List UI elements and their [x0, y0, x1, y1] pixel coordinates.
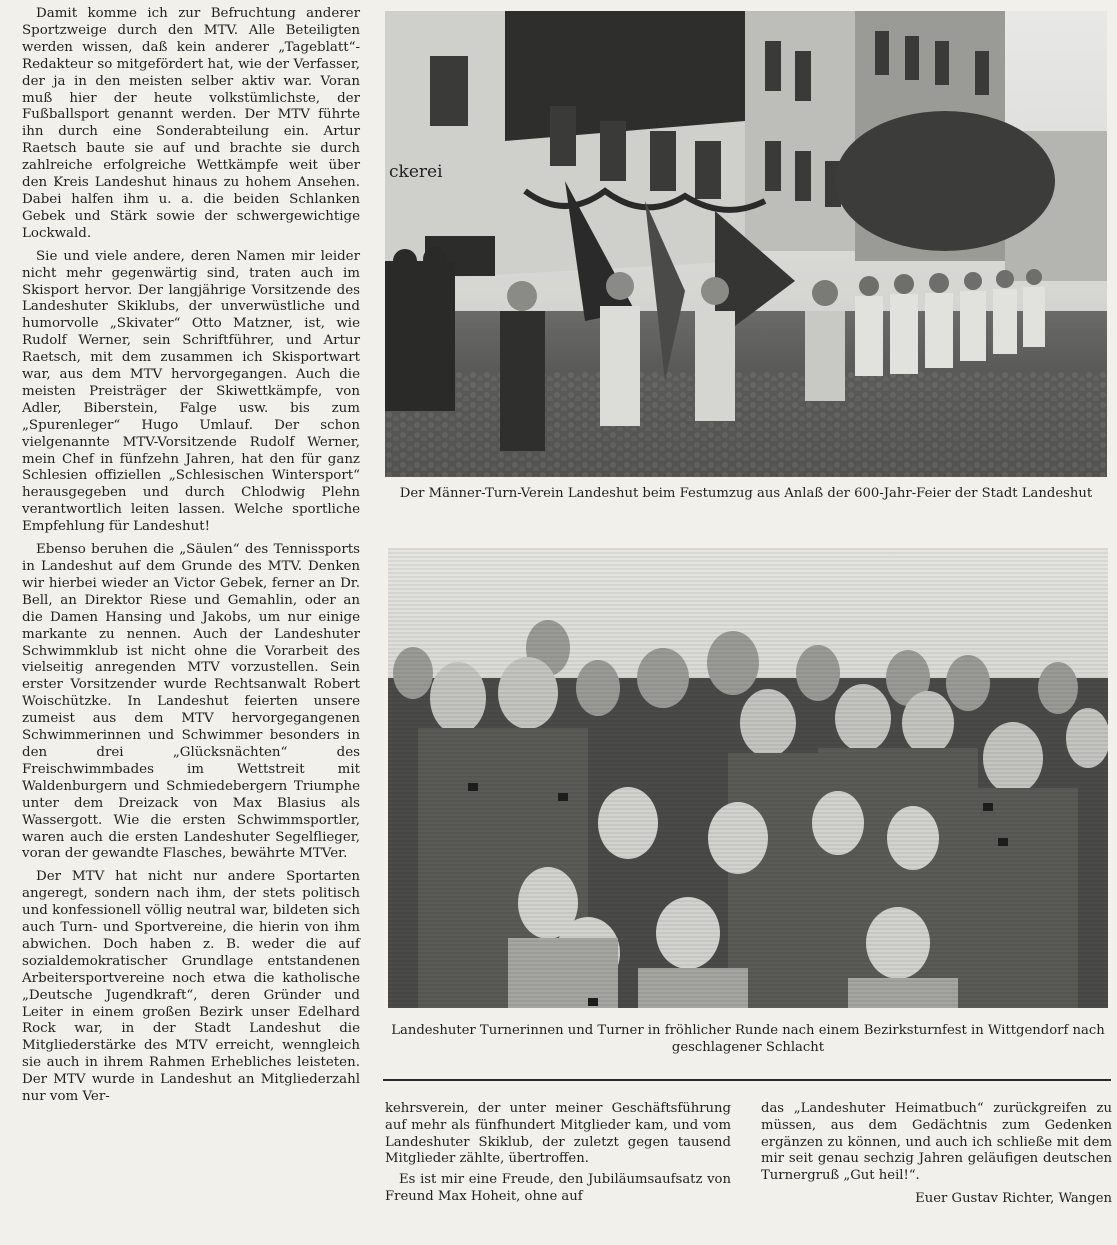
middle-text-column — [385, 1101, 731, 1210]
paragraph-jubilaeum: Es ist mir eine Freude, den Jubiläumsaufsatz von Freund Max Hoheit, ohne auf — [385, 1172, 731, 1204]
right-text-column — [761, 1101, 1112, 1208]
paragraph-other-clubs: Der MTV hat nicht nur andere Sportarten angeregt, sondern nach ihm, der stets politisch und konfessionell völlig neutral war, bildeten sich auch Turn- und Sportvereine, die hierin von ihm abwichen. Doch haben z. B. weder die auf sozialdemokratischer Grundlage entstandenen Arbeitersportvereine noch etwa die katholische „Deutsche Jugendkraft“, deren Gründer und Leiter in einem großen Bezirk unser Edelhard Rock war, in der Stadt Landeshut die Mitgliederstärke des MTV erreicht, wenngleich sie auch in ihrem Rahmen Erhebliches leisteten. Der MTV wurde in Landeshut an Mitgliederzahl nur vom Ver- — [22, 869, 360, 1105]
paragraph-verkehrsverein: kehrsverein, der unter meiner Geschäftsführung auf mehr als fünfhundert Mitglieder kam, und vom Landeshuter Skiklub, der zuletzt gegen tausend Mitglieder zählte, übertroffen. — [385, 1101, 731, 1167]
group-photo — [388, 548, 1108, 1008]
section-divider — [383, 1079, 1111, 1081]
paragraph-football: Damit komme ich zur Befruchtung anderer Sportzweige durch den MTV. Alle Beteiligten werden wissen, daß kein anderer „Tageblatt“-Redakteur so mitgefördert hat, wie der Verfasser, der ja in den meisten selber aktiv war. Voran muß hier der heute volkstümlichste, der Fußballsport genannt werden. Der MTV führte ihn durch eine Sonderabteilung ein. Artur Raetsch baute sie auf und brachte sie durch zahlreiche erfolgreiche Wettkämpfe weit über den Kreis Landeshut hinaus zu hohem Ansehen. Dabei halfen ihm u. a. die beiden Schlanken Gebek und Stärk sowie der schwergewichtige Lockwald. — [22, 6, 360, 241]
shop-sign-text: ckerei — [389, 162, 443, 182]
parade-photo — [385, 11, 1107, 477]
parade-photo-image — [385, 11, 1107, 477]
author-signature: Euer Gustav Richter, Wangen — [915, 1190, 1112, 1206]
group-photo-caption: Landeshuter Turnerinnen und Turner in fröhlicher Runde nach einem Bezirksturnfest in Wittgendorf nach geschlagener Schlacht — [391, 1023, 1105, 1055]
paragraph-tennis-swimming: Ebenso beruhen die „Säulen“ des Tennissports in Landeshut auf dem Grunde des MTV. Denken wir hierbei wieder an Victor Gebek, ferner an Dr. Bell, an Direktor Riese und Gemahlin, oder an die Damen Hansing und Jakobs, um nur einige markante zu nennen. Auch der Landeshuter Schwimmklub ist nicht ohne die Vorarbeit des vielseitig anregenden MTV vorzustellen. Sein erster Vorsitzender wurde Rechtsanwalt Robert Woischützke. In Landeshut feierten unsere zumeist aus dem MTV hervorgegangenen Schwimmerinnen und Schwimmer besonders in den drei „Glücksnächten“ des Freischwimmbades im Wettstreit mit Waldenburgern und Schmiedebergern Triumphe unter dem Dreizack von Max Blasius als Wassergott. Wie die ersten Schwimmsportler, waren auch die ersten Landeshuter Segelflieger, voran der gewandte Flasches, bewährte MTVer. — [22, 542, 360, 862]
left-text-column — [22, 6, 360, 1112]
group-photo-image — [388, 548, 1108, 1008]
parade-photo-caption: Der Männer-Turn-Verein Landeshut beim Festumzug aus Anlaß der 600-Jahr-Feier der Stadt Landeshut — [399, 486, 1093, 501]
paragraph-skiing: Sie und viele andere, deren Namen mir leider nicht mehr gegenwärtig sind, traten auch im Skisport hervor. Der langjährige Vorsitzende des Landeshuter Skiklubs, der unverwüstliche und humorvolle „Skivater“ Otto Matzner, ist, wie Rudolf Werner, sein Schriftführer, und Artur Raetsch, mit dem zusammen ich Skisportwart war, aus dem MTV hervorgegangen. Auch die meisten Preisträger der Skiwettkämpfe, von Adler, Biberstein, Falge usw. bis zum „Spurenleger“ Hugo Umlauf. Der schon vielgenannte MTV-Vorsitzende Rudolf Werner, mein Chef in fünfzehn Jahren, hat den für ganz Schlesien offiziellen „Schlesischen Wintersport“ herausgegeben und durch Chlodwig Plehn verantwortlich leiten lassen. Welche sportliche Empfehlung für Landeshut! — [22, 248, 360, 535]
paragraph-closing: das „Landeshuter Heimatbuch“ zurückgreifen zu müssen, aus dem Gedächtnis zum Gedenken ergänzen zu können, und auch ich schließe mit dem mir seit genau sechzig Jahren geläufigen deutschen Turnergruß „Gut heil!“. — [761, 1101, 1112, 1184]
